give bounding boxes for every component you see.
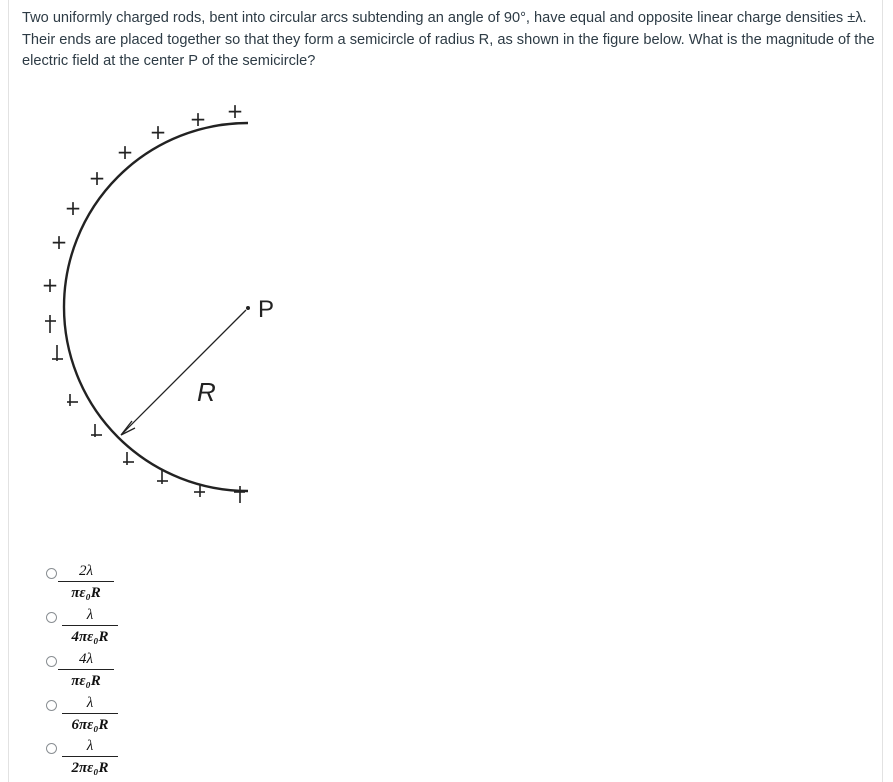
plus-sign: + — [88, 166, 106, 190]
plus-sign: + — [116, 140, 134, 164]
option-numerator: λ — [62, 736, 118, 757]
option-numerator: 4λ — [58, 649, 114, 670]
plus-sign: + — [50, 230, 68, 254]
option-radio[interactable] — [46, 743, 57, 754]
positive-arc — [64, 123, 248, 307]
option-denominator: 2πε₀R — [71, 760, 109, 776]
radius-line — [122, 310, 246, 434]
option-denominator: 4πε₀R — [71, 629, 109, 645]
radius-label: R — [197, 377, 216, 407]
center-point — [246, 306, 250, 310]
option-denominator: πε₀R — [71, 585, 101, 601]
negative-arc — [64, 307, 248, 491]
option-radio[interactable] — [46, 612, 57, 623]
option-numerator: λ — [62, 605, 118, 626]
option-fraction[interactable] — [62, 605, 118, 648]
option-fraction[interactable] — [62, 736, 118, 779]
option-radio[interactable] — [46, 568, 57, 579]
plus-sign: + — [189, 107, 207, 131]
plus-sign: + — [226, 99, 244, 123]
option-radio[interactable] — [46, 700, 57, 711]
option-numerator: 2λ — [58, 561, 114, 582]
option-denominator: 6πε₀R — [71, 717, 109, 733]
question-text: Two uniformly charged rods, bent into circular arcs subtending an angle of 90°, have equal and opposite linear charge densities ±λ. Their ends are placed together so that they form a semicircle of radius R, as shown in the figure below. What is the magnitude of the electric field at the center P of the semicircle? — [22, 10, 875, 69]
option-fraction[interactable] — [62, 693, 118, 736]
option-fraction[interactable] — [58, 649, 114, 692]
center-label: P — [258, 296, 275, 323]
option-numerator: λ — [62, 693, 118, 714]
plus-sign: + — [64, 196, 82, 220]
plus-sign: + — [149, 120, 167, 144]
option-fraction[interactable] — [58, 561, 114, 604]
plus-sign: + — [41, 273, 59, 297]
option-denominator: πε₀R — [71, 673, 101, 689]
option-radio[interactable] — [46, 656, 57, 667]
